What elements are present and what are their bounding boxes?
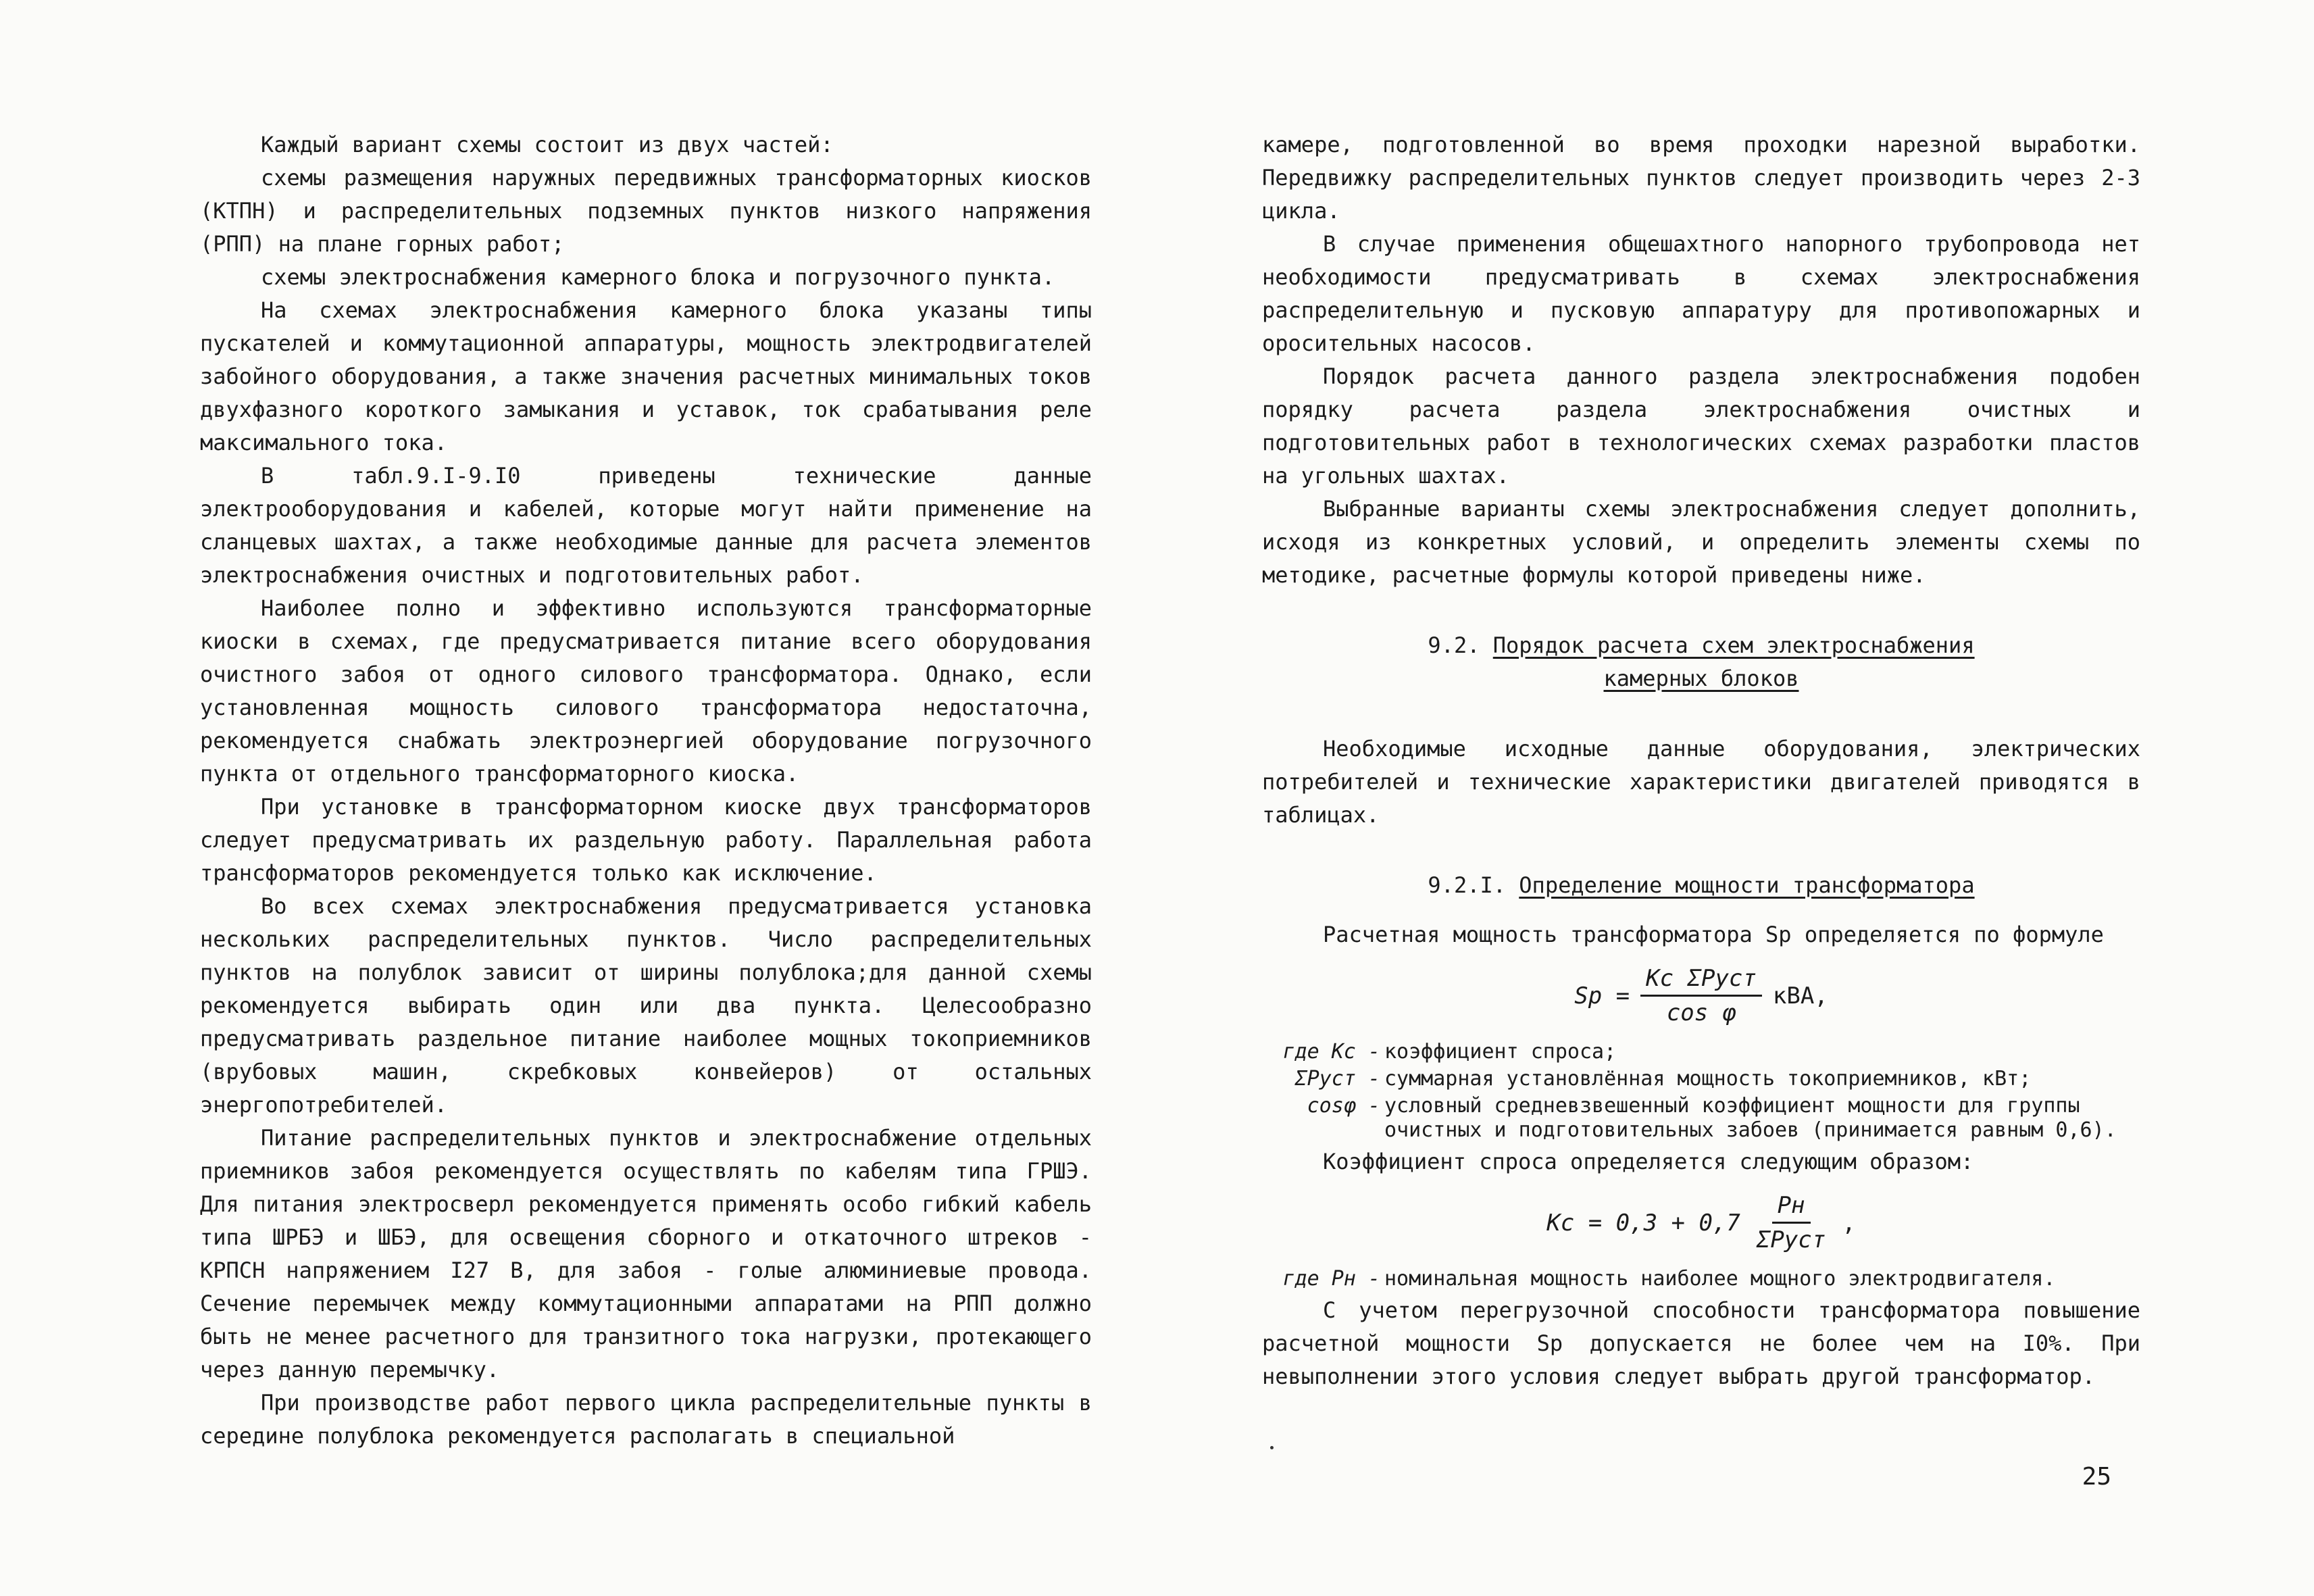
paragraph: При производстве работ первого цикла распределительные пункты в середине полублока рекомендуется располагать в специальной bbox=[200, 1390, 1105, 1449]
definition-symbol: где Pн - bbox=[1282, 1267, 1380, 1291]
right-page bbox=[1262, 128, 2154, 1393]
formula-intro: Коэффициент спроса определяется следующим образом: bbox=[1323, 1149, 1974, 1174]
formula-demand-coefficient bbox=[1262, 1192, 2140, 1253]
paragraph: Наиболее полно и эффективно используются трансформаторные киоски в схемах, где предусматривается питание всего оборудования очистного забоя от одного силового трансформатора. Однако, если установленная мощность силового трансформатора недостаточна, рекомендуется снабжать электроэнергией оборудование погрузочного пункта от отдельного трансформаторного киоска. bbox=[200, 595, 1105, 787]
subsection-title: Определение мощности трансформатора bbox=[1519, 872, 1975, 898]
subsection-number: 9.2.I. bbox=[1428, 872, 1507, 898]
definition-item bbox=[1262, 1067, 2140, 1091]
formula-fraction bbox=[1640, 965, 1762, 1026]
paragraph: Необходимые исходные данные оборудования, электрических потребителей и технические характеристики двигателей приводятся в таблицах. bbox=[1262, 736, 2154, 828]
definition-symbol: ΣPуст - bbox=[1294, 1067, 1380, 1091]
subsection-heading bbox=[1262, 869, 2140, 902]
paragraph: Выбранные варианты схемы электроснабжения следует дополнить, исходя из конкретных условий, и определить элементы схемы по методике, расчетные формулы которой приведены ниже. bbox=[1262, 496, 2154, 588]
formula-lhs: Kc = 0,3 + 0,7 bbox=[1546, 1209, 1740, 1237]
definition-symbol: cosφ - bbox=[1307, 1094, 1380, 1118]
paragraph: Каждый вариант схемы состоит из двух частей: bbox=[261, 132, 834, 157]
paragraph: С учетом перегрузочной способности трансформатора повышение расчетной мощности Sp допускается не более чем на I0%. При невыполнении этого условия следует выбрать другой трансформатор. bbox=[1262, 1297, 2154, 1389]
definitions-list bbox=[1262, 1040, 2140, 1143]
formula-denominator: ΣPуст bbox=[1756, 1226, 1826, 1253]
formula-fraction bbox=[1751, 1192, 1831, 1253]
formula-numerator: Pн bbox=[1772, 1192, 1811, 1224]
paragraph: камере, подготовленной во время проходки нарезной выработки. Передвижку распределительных пунктов следует производить через 2-3 цикла. bbox=[1262, 132, 2154, 224]
formula-transformer-power bbox=[1262, 965, 2140, 1026]
paragraph: Во всех схемах электроснабжения предусматривается установка нескольких распределительных пунктов. Число распределительных пунктов на полублок зависит от ширины полублока;для данной схемы рекомендуется выбирать один или два пункта. Целесообразно предусматривать раздельное питание наиболее мощных токоприемников (врубовых машин, скребковых конвейеров) от остальных энергопотребителей. bbox=[200, 893, 1105, 1118]
section-title: Порядок расчета схем электроснабжения bbox=[1492, 632, 1975, 658]
paragraph: В случае применения общешахтного напорного трубопровода нет необходимости предусматривать в схемах электроснабжения распределительную и пусковую аппаратуру для противопожарных и оросительных насосов. bbox=[1262, 231, 2154, 356]
paragraph: На схемах электроснабжения камерного блока указаны типы пускателей и коммутационной аппаратуры, мощность электродвигателей забойного оборудования, а также значения расчетных минимальных токов двухфазного короткого замыкания и уставок, ток срабатывания реле максимального тока. bbox=[200, 297, 1105, 455]
definition-item bbox=[1262, 1267, 2140, 1291]
paragraph: схемы электроснабжения камерного блока и погрузочного пункта. bbox=[261, 264, 1055, 290]
page-number: 25 bbox=[2082, 1463, 2111, 1491]
definition-text: номинальная мощность наиболее мощного электродвигателя. bbox=[1384, 1267, 2056, 1291]
definition-symbol: где Kc - bbox=[1282, 1040, 1380, 1064]
paragraph: При установке в трансформаторном киоске двух трансформаторов следует предусматривать их раздельную работу. Параллельная работа трансформаторов рекомендуется только как исключение. bbox=[200, 794, 1105, 886]
definition-item bbox=[1262, 1094, 2140, 1143]
definition-text: коэффициент спроса; bbox=[1384, 1040, 1617, 1064]
definition-text: суммарная установлённая мощность токоприемников, кВт; bbox=[1384, 1067, 2032, 1091]
stray-mark bbox=[1270, 1446, 1274, 1449]
formula-denominator: cos φ bbox=[1666, 999, 1736, 1026]
paragraph: Питание распределительных пунктов и электроснабжение отдельных приемников забоя рекомендуется осуществлять по кабелям типа ГРШЭ. Для питания электросверл рекомендуется применять особо гибкий кабель типа ШРБЭ и ШБЭ, для освещения сборного и откаточного штреков - КРПСН напряжением I27 В, для забоя - голые алюминиевые провода. Сечение перемычек между коммутационными аппаратами на РПП должно быть не менее расчетного для транзитного тока нагрузки, протекающего через данную перемычку. bbox=[200, 1125, 1105, 1382]
formula-tail: , bbox=[1842, 1209, 1856, 1237]
definition-text: условный средневзвешенный коэффициент мощности для группы очистных и подготовительных забоев (принимается равным 0,6). bbox=[1384, 1094, 2117, 1142]
section-number: 9.2. bbox=[1428, 632, 1480, 658]
formula-unit: кВА, bbox=[1772, 982, 1828, 1009]
formula-numerator: Kc ΣPуст bbox=[1640, 965, 1762, 997]
section-title-cont: камерных блоков bbox=[1603, 666, 1799, 691]
paragraph: В табл.9.I-9.I0 приведены технические данные электрооборудования и кабелей, которые могут найти применение на сланцевых шахтах, а также необходимые данные для расчета элементов электроснабжения очистных и подготовительных работ. bbox=[200, 463, 1105, 588]
definitions-list bbox=[1262, 1267, 2140, 1291]
formula-lhs: Sp = bbox=[1574, 982, 1630, 1009]
paragraph: схемы размещения наружных передвижных трансформаторных киосков (КТПН) и распределительных подземных пунктов низкого напряжения (РПП) на плане горных работ; bbox=[200, 165, 1105, 257]
section-heading bbox=[1262, 629, 2140, 695]
definition-item bbox=[1262, 1040, 2140, 1064]
left-page bbox=[200, 128, 1105, 1453]
paragraph: Порядок расчета данного раздела электроснабжения подобен порядку расчета раздела электроснабжения очистных и подготовительных работ в технологических схемах разработки пластов на угольных шахтах. bbox=[1262, 364, 2154, 489]
formula-intro: Расчетная мощность трансформатора Sp определяется по формуле bbox=[1323, 922, 2104, 947]
